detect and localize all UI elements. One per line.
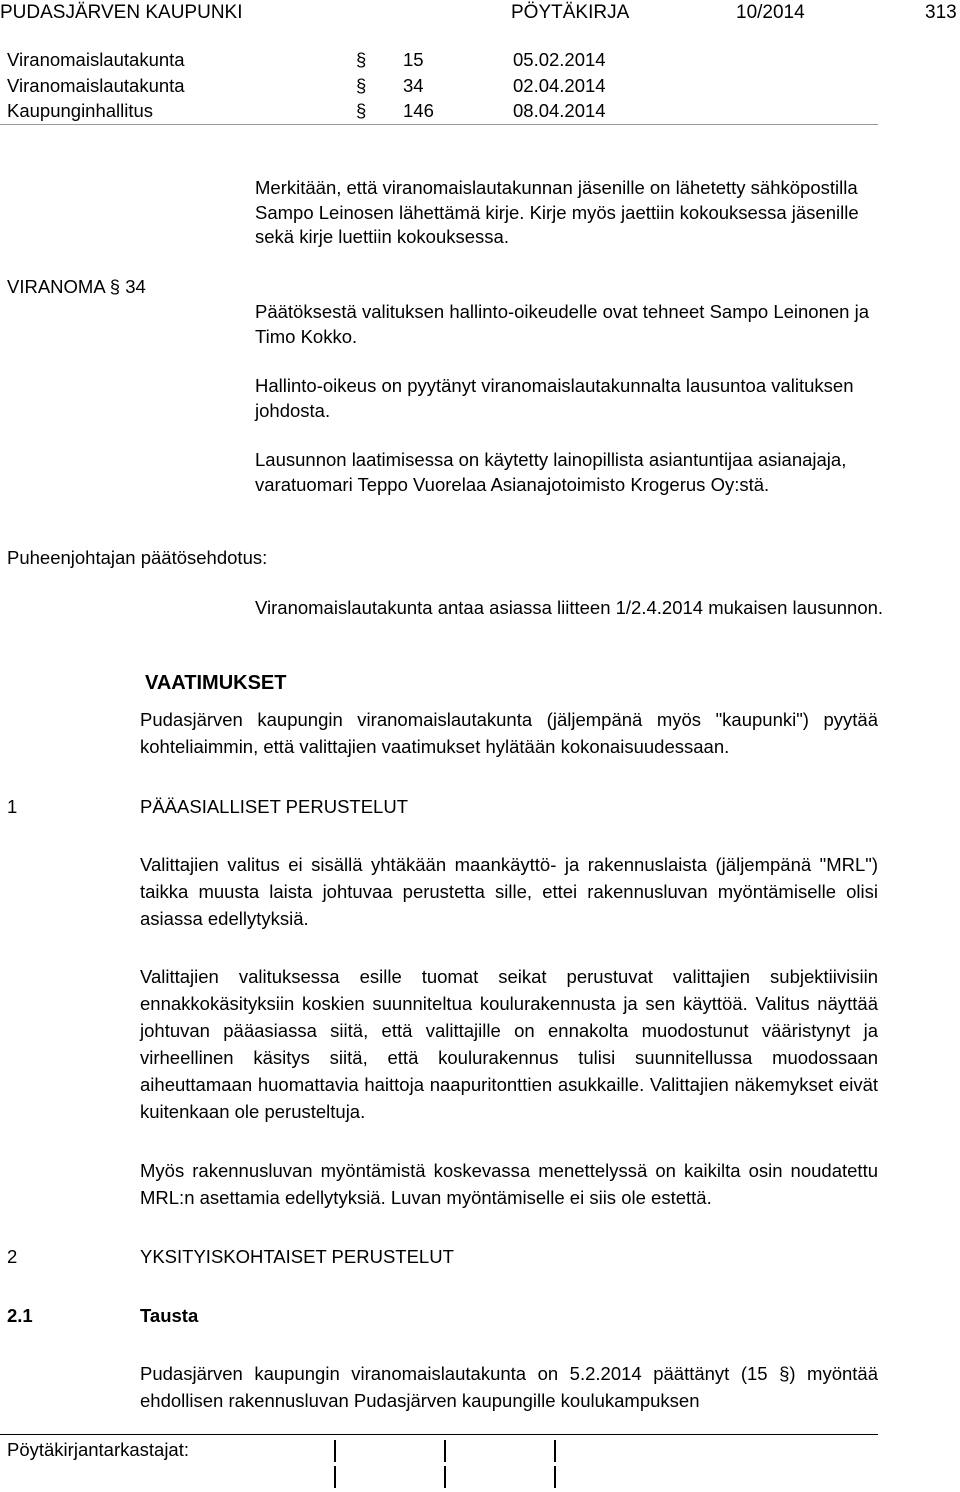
section-title: YKSITYISKOHTAISET PERUSTELUT <box>140 1246 454 1267</box>
section-mark-icon: § <box>356 75 367 96</box>
meeting-body: Viranomaislautakunta <box>7 49 185 70</box>
paragraph: Päätöksestä valituksen hallinto-oikeudelle ovat tehneet Sampo Leinonen ja Timo Kokko. <box>255 301 869 347</box>
signature-divider <box>334 1466 336 1488</box>
paragraph: Valittajien valituksessa esille tuomat seikat perustuvat valittajien subjektiivisiin ennakkokäsityksiin koskien suunniteltua koulurakennusta ja sen käyttöä. Valitus näyttää johtuvan pääasiassa siitä, että valittajille on ennakolta muodostunut vääristynyt ja virheellinen käsitys siitä, että koulurakennus tulisi suunnitellussa muodossaan aiheuttamaan huomattavia haittoja naapuritonttien asukkaille. Valittajien näkemykset eivät kuitenkaan ole perusteltuja. <box>140 966 878 1122</box>
section-number: 2 <box>7 1246 18 1267</box>
subsection-number: 2.1 <box>7 1305 33 1326</box>
signature-divider <box>554 1440 556 1462</box>
meeting-date: 08.04.2014 <box>513 100 606 121</box>
proposal-label: Puheenjohtajan päätösehdotus: <box>7 547 268 568</box>
section-number: 1 <box>7 796 18 817</box>
subsection-title: Tausta <box>140 1305 199 1326</box>
paragraph: Pudasjärven kaupungin viranomaislautakunta on 5.2.2014 päättänyt (15 §) myöntää ehdollisen rakennusluvan Pudasjärven kaupungille koulukampuksen <box>140 1363 878 1411</box>
case-label: VIRANOMA § 34 <box>7 276 146 297</box>
paragraph: Lausunnon laatimisessa on käytetty lainopillista asiantuntijaa asianajaja, varatuomari Teppo Vuorelaa Asianajotoimisto Krogerus Oy:stä. <box>255 449 847 495</box>
vaatimukset-heading: VAATIMUKSET <box>145 672 287 694</box>
vaatimukset-text: Pudasjärven kaupungin viranomaislautakunta (jäljempänä myös "kaupunki") pyytää kohteliaimmin, että valittajien vaatimukset hylätään kokonaisuudessaan. <box>140 709 878 757</box>
signature-divider <box>444 1466 446 1488</box>
paragraph: Myös rakennusluvan myöntämistä koskevassa menettelyssä on kaikilta osin noudatettu MRL:n asettamia edellytyksiä. Luvan myöntämiselle ei siis ole estettä. <box>140 1160 878 1208</box>
meeting-section: 146 <box>403 100 434 121</box>
page-number: 313 <box>925 2 957 23</box>
doc-number: 10/2014 <box>736 2 805 23</box>
meeting-date: 02.04.2014 <box>513 75 606 96</box>
paragraph: Merkitään, että viranomaislautakunnan jäsenille on lähetetty sähköpostilla Sampo Leinosen lähettämä kirje. Kirje myös jaettiin kokouksessa jäsenille sekä kirje luettiin kokouksessa. <box>255 177 859 247</box>
section-mark-icon: § <box>356 100 367 121</box>
meeting-section: 15 <box>403 49 424 70</box>
signature-divider <box>444 1440 446 1462</box>
section-title: PÄÄASIALLISET PERUSTELUT <box>140 796 409 817</box>
meeting-section: 34 <box>403 75 424 96</box>
header-divider <box>0 124 878 125</box>
footer-divider <box>0 1434 878 1435</box>
signature-divider <box>554 1466 556 1488</box>
paragraph: Viranomaislautakunta antaa asiassa liitteen 1/2.4.2014 mukaisen lausunnon. <box>255 597 884 618</box>
org-name: PUDASJÄRVEN KAUPUNKI <box>0 2 243 23</box>
signature-divider <box>334 1440 336 1462</box>
paragraph: Hallinto-oikeus on pyytänyt viranomaislautakunnalta lausuntoa valituksen johdosta. <box>255 375 854 421</box>
paragraph: Valittajien valitus ei sisällä yhtäkään maankäyttö- ja rakennuslaista (jäljempänä "MRL") taikka muusta laista johtuvaa perustetta sille, ettei rakennusluvan myöntämiselle olisi asiassa edellytyksiä. <box>140 854 878 929</box>
meeting-body: Viranomaislautakunta <box>7 75 185 96</box>
footer-label: Pöytäkirjantarkastajat: <box>7 1439 190 1460</box>
meeting-body: Kaupunginhallitus <box>7 100 154 121</box>
meeting-date: 05.02.2014 <box>513 49 606 70</box>
section-mark-icon: § <box>356 49 367 70</box>
doc-type: PÖYTÄKIRJA <box>511 2 630 23</box>
